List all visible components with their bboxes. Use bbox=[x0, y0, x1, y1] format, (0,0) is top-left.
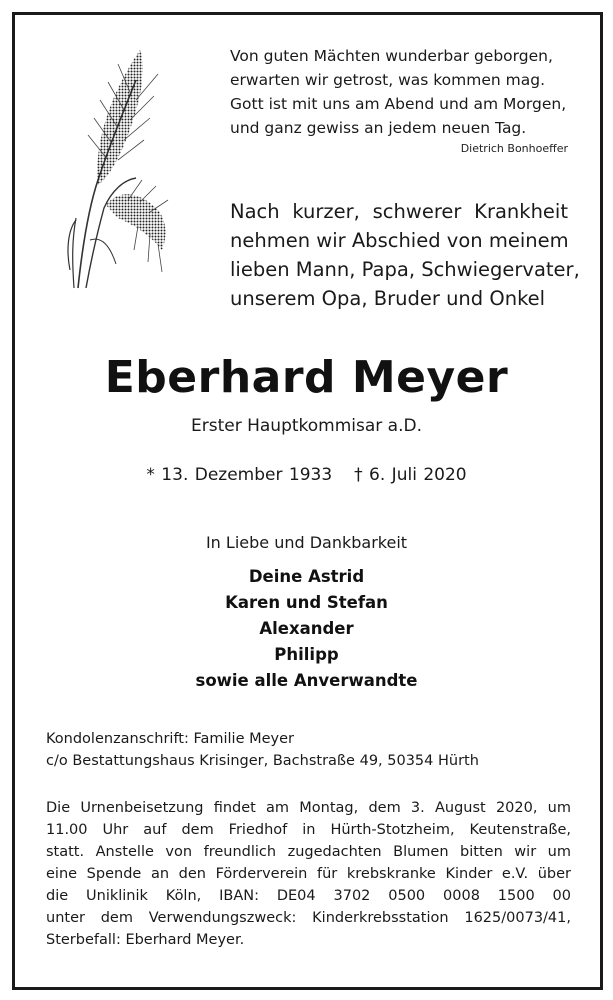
farewell-intro bbox=[230, 197, 580, 313]
funeral-line: unter dem Verwendungszweck: Kinderkrebsstation 1625/0073/41, bbox=[46, 910, 571, 926]
condolence-address bbox=[46, 728, 479, 772]
funeral-line: eine Spende an den Förderverein für krebskranke Kinder e.V. über bbox=[46, 866, 571, 882]
mourner-name: Philipp bbox=[274, 645, 339, 664]
birth-date: * 13. Dezember 1933 bbox=[146, 465, 333, 485]
mourner-name: Alexander bbox=[259, 619, 354, 638]
intro-line: Nach kurzer, schwerer Krankheit bbox=[230, 200, 568, 223]
intro-line: unserem Opa, Bruder und Onkel bbox=[230, 287, 546, 310]
intro-line: lieben Mann, Papa, Schwiegervater, bbox=[230, 258, 580, 281]
quote-line: Von guten Mächten wunderbar geborgen, bbox=[230, 47, 553, 65]
funeral-line: 11.00 Uhr auf dem Friedhof in Hürth-Stotzheim, Keutenstraße, bbox=[46, 822, 571, 838]
quote-author: Dietrich Bonhoeffer bbox=[460, 142, 568, 155]
address-line: c/o Bestattungshaus Krisinger, Bachstraße 49, 50354 Hürth bbox=[46, 753, 479, 769]
mourners-intro: In Liebe und Dankbarkeit bbox=[205, 533, 408, 552]
mourner-name: Deine Astrid bbox=[248, 567, 365, 586]
mourner-name: sowie alle Anverwandte bbox=[195, 671, 418, 690]
quote-line: Gott ist mit uns am Abend und am Morgen, bbox=[230, 95, 567, 113]
deceased-title: Erster Hauptkommisar a.D. bbox=[190, 416, 422, 436]
bonhoeffer-quote bbox=[230, 44, 575, 140]
death-date: † 6. Juli 2020 bbox=[354, 465, 467, 485]
funeral-line: Die Urnenbeisetzung findet am Montag, dem 3. August 2020, um bbox=[46, 800, 571, 816]
funeral-notice bbox=[46, 797, 571, 951]
quote-line: und ganz gewiss an jedem neuen Tag. bbox=[230, 119, 527, 137]
wheat-icon bbox=[58, 40, 178, 290]
funeral-line: Sterbefall: Eberhard Meyer. bbox=[46, 932, 245, 948]
address-line: Kondolenzanschrift: Familie Meyer bbox=[46, 731, 295, 747]
deceased-name: Eberhard Meyer bbox=[104, 352, 509, 403]
funeral-line: die Uniklinik Köln, IBAN: DE04 3702 0500 0008 1500 00 bbox=[46, 888, 571, 904]
funeral-line: statt. Anstelle von freundlich zugedachten Blumen bitten wir um bbox=[46, 844, 571, 860]
quote-line: erwarten wir getrost, was kommen mag. bbox=[230, 71, 546, 89]
intro-line: nehmen wir Abschied von meinem bbox=[230, 229, 569, 252]
mourners-list bbox=[0, 564, 613, 694]
mourner-name: Karen und Stefan bbox=[225, 593, 388, 612]
life-dates bbox=[0, 465, 613, 485]
